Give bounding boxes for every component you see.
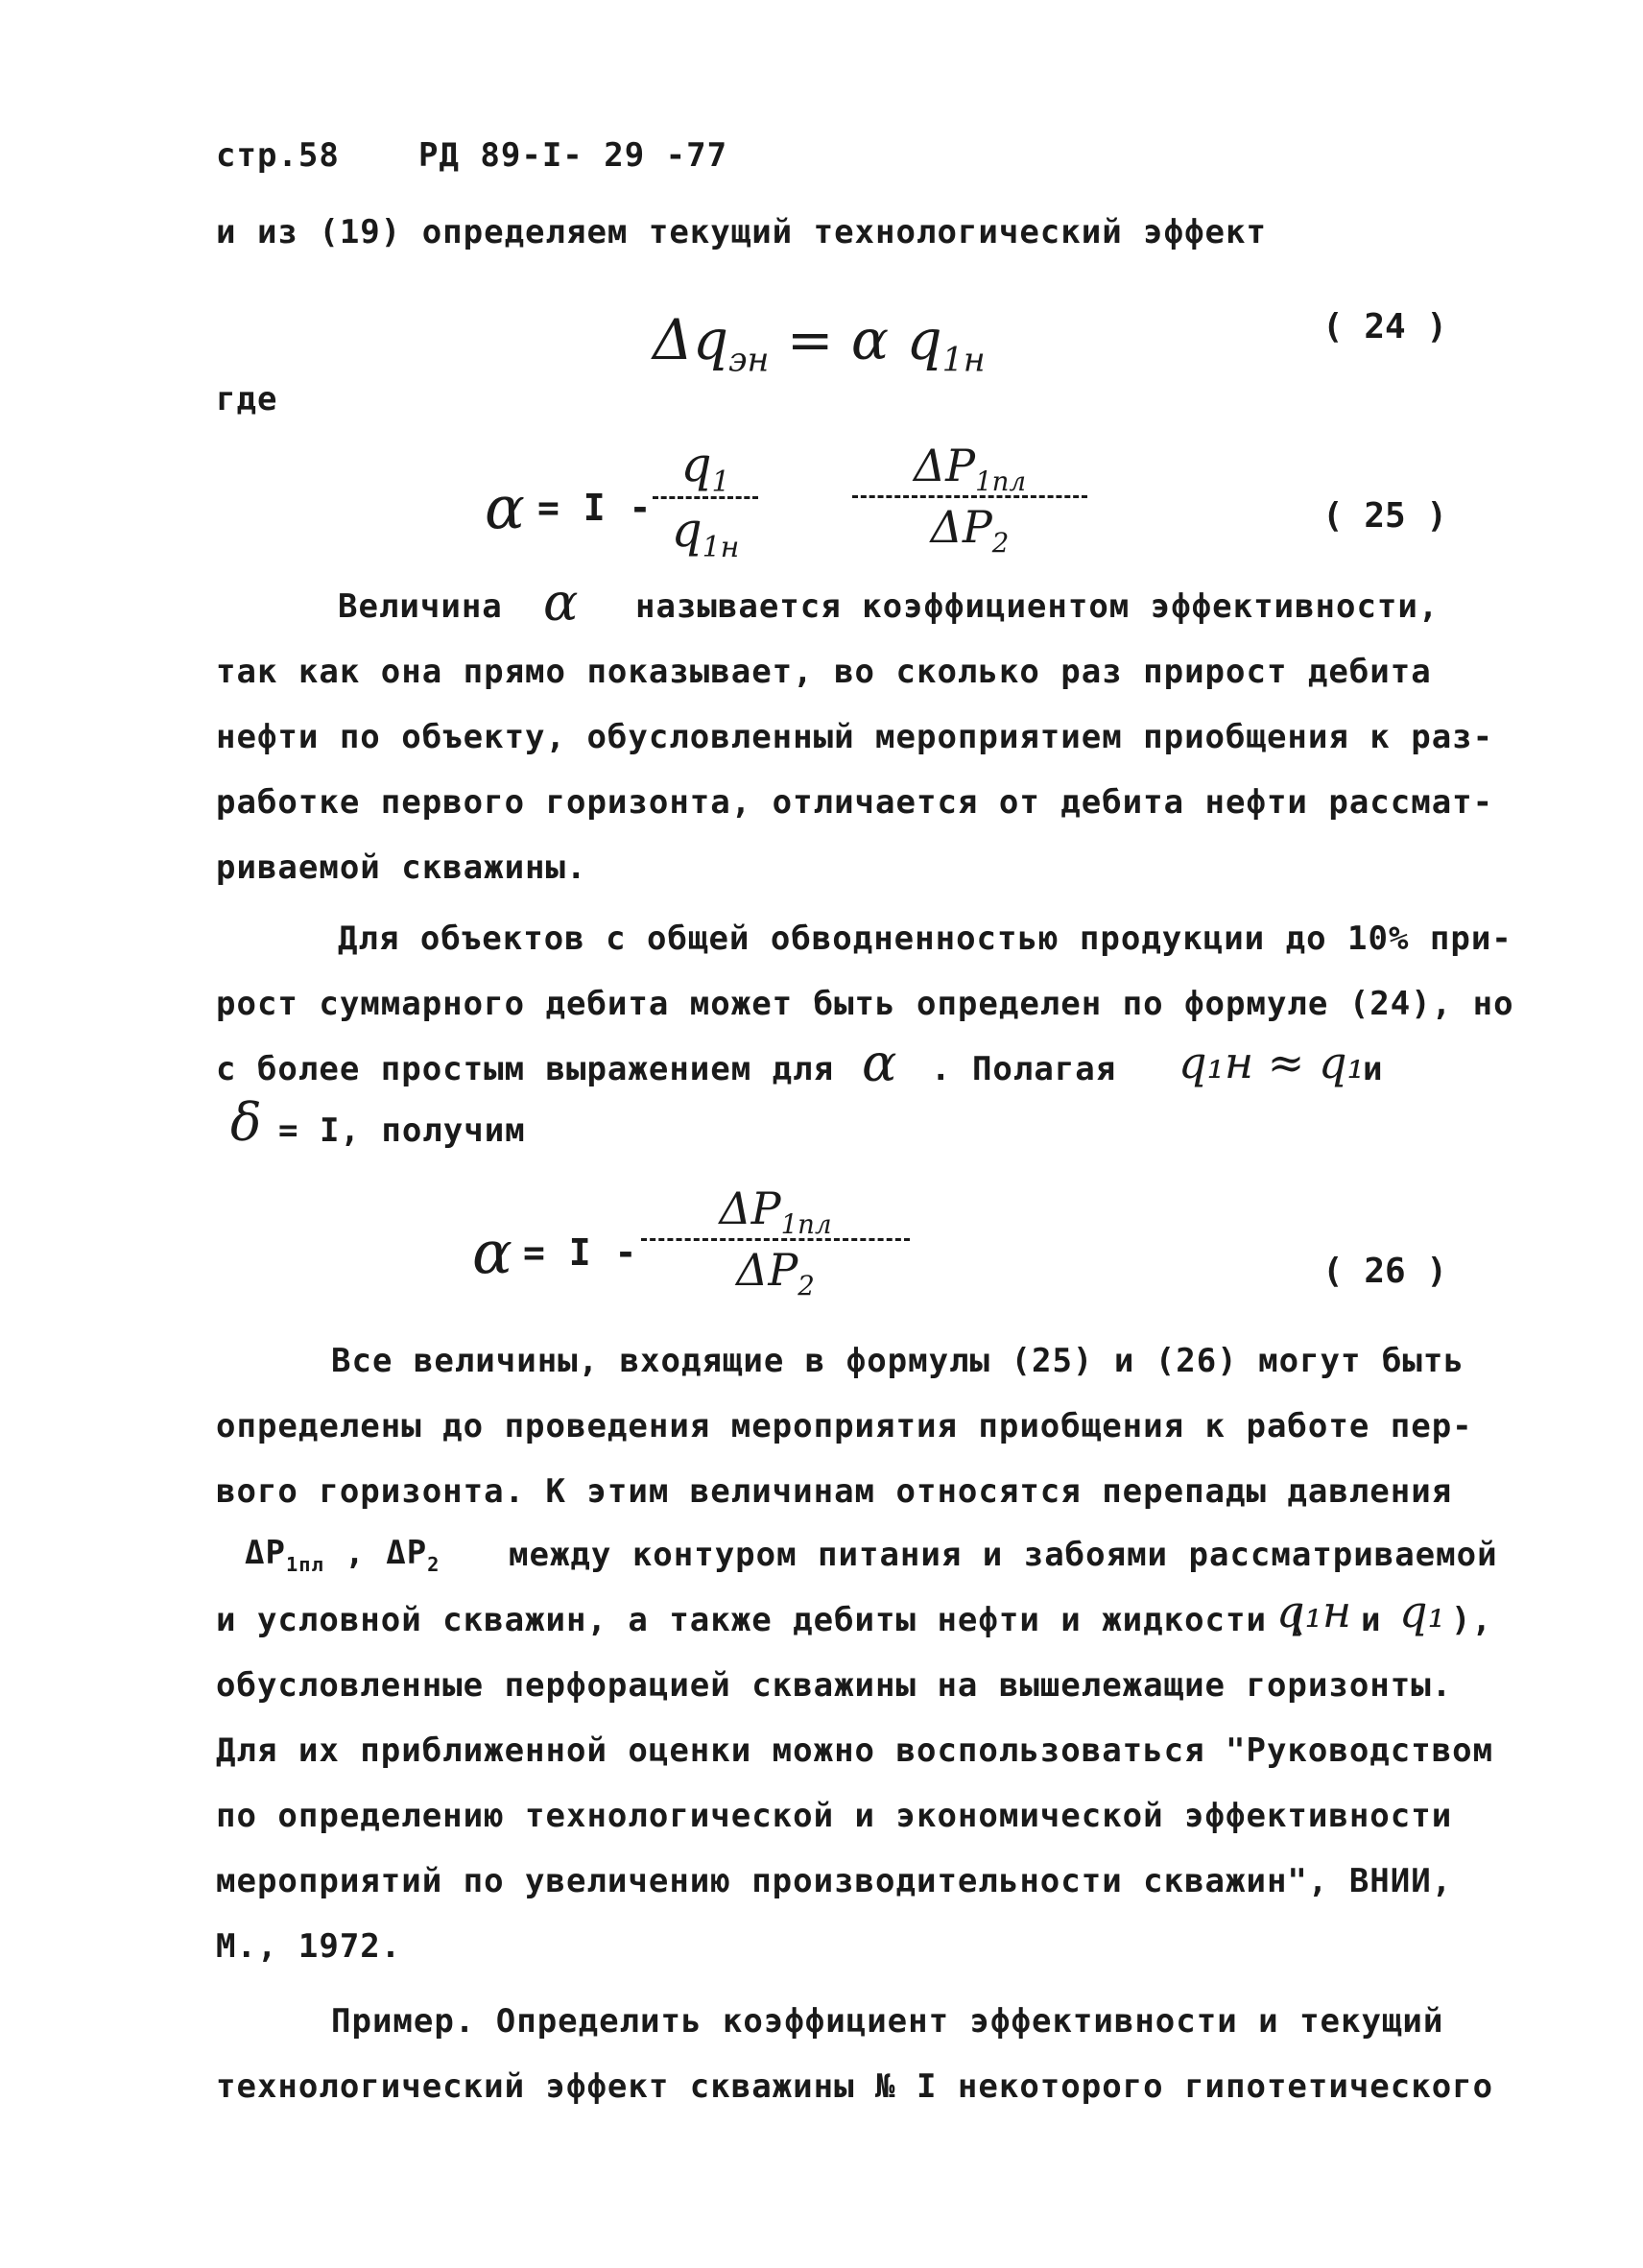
fraction-numerator: ΔP [719,1182,781,1234]
fraction-bar [641,1238,910,1241]
delta-p1: ΔP [245,1534,286,1572]
delta-p1-sub: 1пл [285,1552,324,1576]
text-line: называется коэффициентом эффективности, [635,587,1440,626]
where-label: где [216,380,278,418]
text-line: между контуром питания и забоями рассматриваемой [509,1536,1498,1574]
eq24-lhs: Δq [653,307,729,372]
eq25-one: = I - [537,487,653,529]
text-line: с более простым выражением для [216,1050,835,1088]
text-line: и [1363,1050,1384,1088]
fraction-numerator-sub: 1пл [975,466,1027,498]
text-line: вого горизонта. К этим величинам относятся перепады давления [216,1472,1453,1511]
text-line: нефти по объекту, обусловленный мероприятием приобщения к раз- [216,718,1494,756]
delta-symbol: δ [230,1092,262,1153]
text-line: Для объектов с общей обводненностью продукции до 10% при- [338,919,1512,958]
fraction-denominator-sub: 2 [991,527,1010,560]
text-line: Пример. Определить коэффициент эффективности и текущий [331,2002,1444,2041]
text-line: по определению технологической и экономической эффективности [216,1797,1453,1835]
inline-formula [245,1534,440,1576]
alpha-symbol: α [862,1033,897,1093]
document-code: РД 89-I- 29 -77 [418,136,728,175]
inline-formula: q₁ [1399,1586,1445,1637]
fraction-denominator: ΔP [930,501,992,553]
fraction-bar [852,495,1087,498]
fraction-numerator-sub: 1пл [780,1208,832,1241]
text-line: = I, получим [278,1111,526,1150]
fraction-bar [653,496,758,499]
fraction-denominator-sub: 1н [702,531,740,564]
page-number: стр.58 [216,136,340,175]
text-line: Величина [338,587,503,626]
equation-number: ( 25 ) [1322,496,1448,536]
text-line: риваемой скважины. [216,848,587,887]
text-line: . Полагая [931,1050,1117,1088]
inline-formula: q₁н [1276,1586,1352,1637]
alpha-symbol: α [543,572,579,633]
text-line: Все величины, входящие в формулы (25) и (26) могут быть [331,1342,1464,1380]
text-line: технологический эффект скважины № I некоторого гипотетического [216,2067,1494,2106]
text-line: так как она прямо показывает, во сколько раз прирост дебита [216,653,1432,691]
fraction-denominator: ΔP [736,1244,798,1296]
text-line: М., 1972. [216,1927,402,1966]
text-line: и из (19) определяем текущий технологический эффект [216,213,1267,251]
delta-p2-sub: 2 [427,1552,441,1576]
text-line: рост суммарного дебита может быть определен по формуле (24), но [216,985,1514,1023]
text-line: определены до проведения мероприятия приобщения к работе пер- [216,1407,1473,1445]
eq24-rhs: = α q [786,307,942,372]
text-line: обусловленные перфорацией скважины на вышележащие горизонты. [216,1666,1453,1705]
equation-number: ( 24 ) [1322,307,1448,346]
eq26-one: = I - [523,1231,638,1274]
text-line: работке первого горизонта, отличается от дебита нефти рассмат- [216,783,1494,822]
equation-number: ( 26 ) [1322,1252,1448,1291]
fraction-denominator: q [671,502,702,558]
inline-formula: q₁н ≈ q₁ [1179,1037,1365,1088]
text-line: ), [1451,1601,1492,1639]
fraction-numerator-sub: 1 [711,466,730,499]
text-line: мероприятий по увеличению производительности скважин", ВНИИ, [216,1862,1453,1900]
alpha-symbol: α [485,472,525,542]
eq24-lhs-sub: эн [728,341,770,380]
delta-p2: , ΔP [345,1534,428,1572]
fraction-denominator-sub: 2 [798,1270,815,1302]
eq24-rhs-sub: 1н [941,341,986,380]
fraction-numerator: ΔP [913,440,976,491]
text-line: и условной скважин, а также дебиты нефти и жидкости ( [216,1601,1308,1639]
text-line: Для их приближенной оценки можно воспользоваться "Руководством [216,1731,1494,1770]
fraction-numerator: q [680,437,712,492]
text-line: и [1361,1601,1382,1639]
alpha-symbol: α [472,1217,512,1287]
